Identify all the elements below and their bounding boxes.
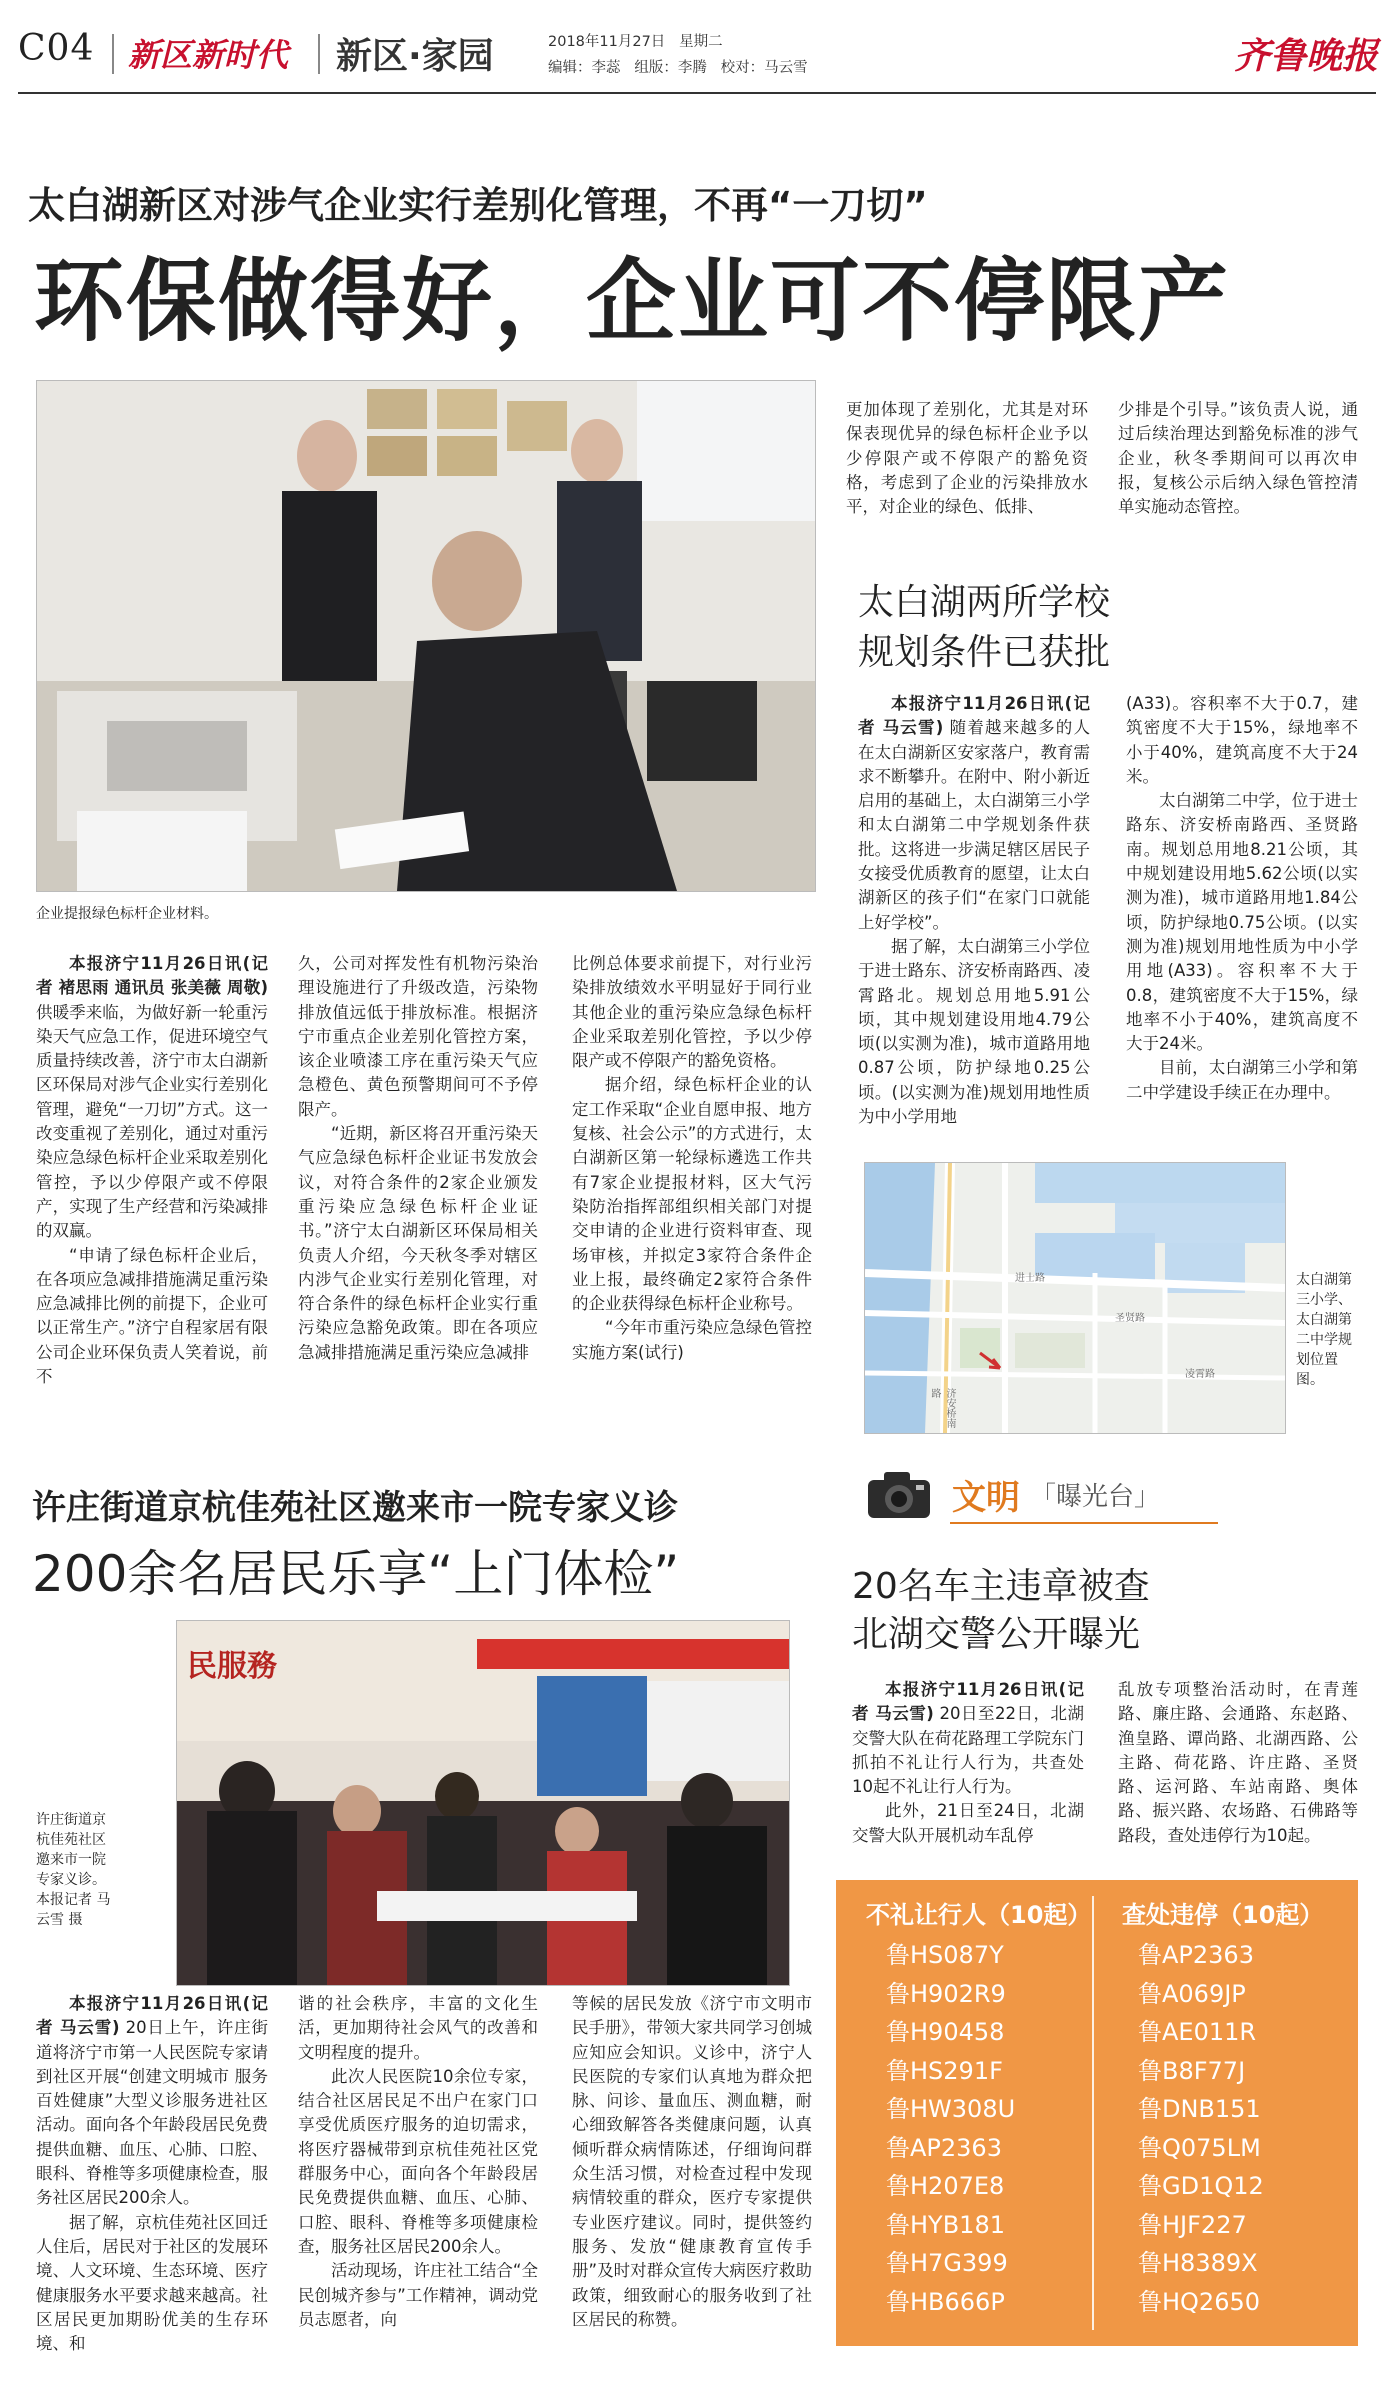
staff-line: 编辑：李蕊 组版：李腾 校对：马云雪 [548, 60, 808, 76]
plate-number: 鲁A069JP [1138, 1979, 1246, 2008]
story3-photo-caption: 许庄街道京杭佳苑社区邀来市一院专家义诊。 本报记者 马云雪 摄 [36, 1812, 111, 1928]
page-number: C04 [18, 28, 95, 69]
plate-number: 鲁DNB151 [1138, 2095, 1261, 2123]
story4-headline-line2: 北湖交警公开曝光 [852, 1614, 1141, 1655]
story4-byline: 本报济宁11月26日讯(记者 马云雪) [852, 1680, 1084, 1724]
left-title: 不礼让行人（10起） [866, 1901, 1092, 1929]
plate-number: 鲁H7G399 [886, 2249, 1008, 2277]
story1-column-2 [298, 952, 538, 1365]
story4-column-1 [852, 1678, 1084, 1848]
plate-number: 鲁H902R9 [886, 1979, 1006, 2008]
header-divider [112, 34, 114, 74]
story3-text: 谐的社会秩序，丰富的文化生活，更加期待社会风气的改善和文明程度的提升。 [298, 1994, 538, 2062]
map-label: 凌霄路 [1185, 1369, 1215, 1380]
camera-icon [864, 1466, 934, 1522]
plate-number: 鲁AP2363 [886, 2133, 1002, 2162]
story3-kicker: 许庄街道京杭佳苑社区邀来市一院专家义诊 [32, 1488, 678, 1528]
story1-kicker: 太白湖新区对涉气企业实行差别化管理，不再“一刀切” [28, 184, 928, 227]
story1-column-3 [572, 952, 812, 1365]
plate-number: 鲁Q075LM [1138, 2133, 1261, 2162]
map-caption: 太白湖第三小学、太白湖第二中学规划位置图。 [1296, 1272, 1352, 1388]
plate-number: 鲁HB666P [886, 2287, 1005, 2316]
story1-photo [36, 380, 816, 892]
story1-column-1 [36, 952, 268, 1389]
map-label: 济安桥南路 [929, 1388, 955, 1428]
paper-logo: 新区新时代 [128, 36, 289, 74]
map-label: 进士路 [1015, 1273, 1045, 1284]
story1-text: 据介绍，绿色标杆企业的认定工作采取“企业自愿申报、地方复核、社会公示”的方式进行，太白湖新区第一轮绿标遴选工作共有7家企业提报材料，区大气污染防治指挥部组织相关部门对提交申请的企业进行资料审查、现场审核，并拟定3家符合条件企业上报，最终确定2家符合条件的企业获得绿色标杆企业称号。 [572, 1075, 812, 1314]
plate-number: 鲁AP2363 [1138, 1941, 1254, 1969]
story1-text: 更加体现了差别化，尤其是对环保表现优异的绿色标杆企业予以少停限产或不停限产的豁免资格，考虑到了企业的污染排放水平，对企业的绿色、低排、 [846, 400, 1088, 517]
map-label: 圣贤路 [1115, 1313, 1145, 1324]
story3-photo [176, 1620, 790, 1986]
story4-text: 此外，21日至24日，北湖交警大队开展机动车乱停 [852, 1801, 1084, 1845]
story2-column-2 [1126, 692, 1358, 1105]
story3-column-3 [572, 1992, 812, 2332]
plate-number: 鲁HS087Y [886, 1941, 1004, 1969]
plate-number: 鲁GD1Q12 [1138, 2172, 1264, 2200]
story1-byline: 本报济宁11月26日讯(记者 褚思雨 通讯员 张美薇 周敬) [36, 954, 268, 998]
column-rule [950, 1522, 1218, 1524]
story3-text: 等候的居民发放《济宁市文明市民手册》，带领大家共同学习创城应知应会知识。义诊中，济宁人民医院的专家们认真地为群众把脉、问诊、量血压、测血糖，耐心细致解答各类健康问题，认真倾听群众病情陈述，仔细询问群众生活习惯，对检查过程中发现病情较重的群众，医疗专家提供专业医疗建议。同时，提供签约服务、发放“健康教育宣传手册”及时对群众宣传大病医疗救助政策，细致耐心的服务收到了社区居民的称赞。 [572, 1994, 812, 2329]
story2-column-1 [858, 692, 1090, 1129]
header-rule [18, 92, 1376, 94]
story1-text: “今年市重污染应急绿色管控实施方案(试行) [572, 1318, 812, 1362]
story3-byline: 本报济宁11月26日讯(记者 马云雪) [36, 1994, 268, 2038]
story2-text: (A33)。容积率不大于0.7，建筑密度不大于15%，绿地率不小于40%，建筑高度不大于24米。 [1126, 694, 1358, 786]
column-name: 「曝光台」 [1030, 1482, 1161, 1512]
plate-number: 鲁AE011R [1138, 2018, 1257, 2046]
plate-number: 鲁H8389X [1138, 2249, 1258, 2277]
school-location-map [864, 1162, 1286, 1434]
story1-text: 供暖季来临，为做好新一轮重污染天气应急工作，促进环境空气质量持续改善，济宁市太白湖新区环保局对涉气企业实行差别化管理，避免“一刀切”方式。这一改变重视了差别化，通过对重污染应急绿色标杆企业采取差别化管控，予以少停限产或不停限产，实现了生产经营和污染减排的双赢。 [36, 1002, 268, 1241]
story1-column-5 [1118, 398, 1358, 519]
plate-number: 鲁H207E8 [886, 2172, 1005, 2200]
brand-logo: 齐鲁晚报 [1234, 35, 1379, 77]
story3-text: 此次人民医院10余位专家，结合社区居民足不出户在家门口享受优质医疗服务的迫切需求，将医疗器械带到京杭佳苑社区党群服务中心，面向各个年龄段居民免费提供血糖、血压、心肺、口腔、眼科、脊椎等多项健康检查，服务社区居民200余人。 [298, 2066, 538, 2256]
plate-number: 鲁HJF227 [1138, 2210, 1247, 2239]
story2-text: 太白湖第二中学，位于进士路东、济安桥南路西、圣贤路南。规划总用地8.21公顷，其中规划建设用地5.62公顷(以实测为准)，城市道路用地1.84公顷，防护绿地0.75公顷。(以实测为准)规划用地性质为中小学用地(A33)。容积率不大于0.8，建筑密度不大于15%，绿地率不小于40%，建筑高度不大于24米。 [1126, 791, 1358, 1054]
story3-column-1 [36, 1992, 268, 2356]
right-title: 查处违停（10起） [1122, 1901, 1324, 1929]
plate-number: 鲁B8F77J [1138, 2056, 1246, 2085]
date-line: 2018年11月27日 星期二 [548, 34, 723, 50]
story3-text: 20日上午，许庄街道将济宁市第一人民医院专家请到社区开展“创建文明城市 服务百姓健康”大型义诊服务进社区活动。面向各个年龄段居民免费提供血糖、血压、心肺、口腔、眼科、脊椎等多项健康检查，服务社区居民200余人。 [36, 2018, 268, 2208]
table-divider [1092, 1896, 1094, 2330]
plate-table [836, 1880, 1358, 2346]
story1-text: 比例总体要求前提下，对行业污染排放绩效水平明显好于同行业其他企业的重污染应急绿色标杆企业采取差别化管控，予以少停限产或不停限产的豁免资格。 [572, 954, 812, 1071]
section-title: 新区·家园 [336, 36, 494, 77]
story4-column-2 [1118, 1678, 1358, 1848]
story1-text: “申请了绿色标杆企业后，在各项应急减排措施满足重污染应急减排比例的前提下，企业可以正常生产。”济宁自程家居有限公司企业环保负责人笑着说，前不 [36, 1245, 268, 1387]
story1-text: 久，公司对挥发性有机物污染治理设施进行了升级改造，污染物排放值远低于排放标准。根据济宁市重点企业差别化管控方案，该企业喷漆工序在重污染天气应急橙色、黄色预警期间可不予停限产。 [298, 954, 538, 1119]
story2-text: 随着越来越多的人在太白湖新区安家落户，教育需求不断攀升。在附中、附小新近启用的基础上，太白湖第三小学和太白湖第二中学规划条件获批。这将进一步满足辖区居民子女接受优质教育的愿望，让太白湖新区的孩子们“在家门口就能上好学校”。 [858, 718, 1090, 932]
left-plate-list [886, 1936, 1015, 2321]
column-name: 文明 [952, 1478, 1020, 1518]
header-divider [318, 34, 320, 74]
story1-text: “近期，新区将召开重污染天气应急绿色标杆企业证书发放会议，对符合条件的2家企业颁发重污染应急绿色标杆企业证书。”济宁太白湖新区环保局相关负责人介绍，今天秋冬季对辖区内涉气企业实行差别化管理，对符合条件的绿色标杆企业实行重污染应急豁免政策。即在各项应急减排措施满足重污染应急减排 [298, 1124, 538, 1362]
story2-byline: 本报济宁11月26日讯(记者 马云雪) [858, 694, 1090, 738]
story1-photo-caption: 企业提报绿色标杆企业材料。 [36, 906, 218, 922]
photo-sign: 民服務 [187, 1649, 277, 1684]
plate-number: 鲁HQ2650 [1138, 2287, 1261, 2316]
story4-text: 20日至22日，北湖交警大队在荷花路理工学院东门抓拍不礼让行人行为，共查处10起不礼让行人行为。 [852, 1704, 1084, 1797]
story4-text: 乱放专项整治活动时，在青莲路、廉庄路、会通路、东赵路、渔皇路、谭尚路、北湖西路、公主路、荷花路、许庄路、圣贤路、运河路、车站南路、奥体路、振兴路、农场路、石佛路等路段，查处违停行为10起。 [1118, 1680, 1358, 1845]
story3-column-2 [298, 1992, 538, 2332]
story3-text: 活动现场，许庄社工结合“全民创城齐参与”工作精神，调动党员志愿者，向 [298, 2261, 538, 2329]
story1-text: 少排是个引导。”该负责人说，通过后续治理达到豁免标准的涉气企业，秋冬季期间可以再次申报，复核公示后纳入绿色管控清单实施动态管控。 [1118, 400, 1358, 517]
story1-column-4 [846, 398, 1088, 519]
story1-headline: 环保做得好，企业可不停限产 [34, 249, 1230, 354]
story2-headline-line1: 太白湖两所学校 [858, 582, 1111, 623]
story2-text: 据了解，太白湖第三小学位于进士路东、济安桥南路西、凌霄路北。规划总用地5.91公顷，其中规划建设用地4.79公顷(以实测为准)，城市道路用地0.87公顷，防护绿地0.25公顷。(以实测为准)规划用地性质为中小学用地 [858, 936, 1090, 1127]
story2-headline-line2: 规划条件已获批 [858, 632, 1111, 673]
plate-number: 鲁HYB181 [886, 2210, 1005, 2239]
story3-headline: 200余名居民乐享“上门体检” [32, 1545, 680, 1603]
plate-number: 鲁HS291F [886, 2056, 1003, 2085]
plate-number: 鲁HW308U [886, 2095, 1016, 2123]
story3-text: 据了解，京杭佳苑社区回迁人住后，居民对于社区的发展环境、人文环境、生态环境、医疗健康服务水平要求越来越高。社区居民更加期盼优美的生存环境、和 [36, 2212, 268, 2354]
story4-headline-line1: 20名车主违章被查 [852, 1566, 1150, 1607]
plate-number: 鲁H90458 [886, 2018, 1005, 2046]
right-plate-list [1138, 1936, 1264, 2321]
story2-text: 目前，太白湖第三小学和第二中学建设手续正在办理中。 [1126, 1058, 1358, 1102]
